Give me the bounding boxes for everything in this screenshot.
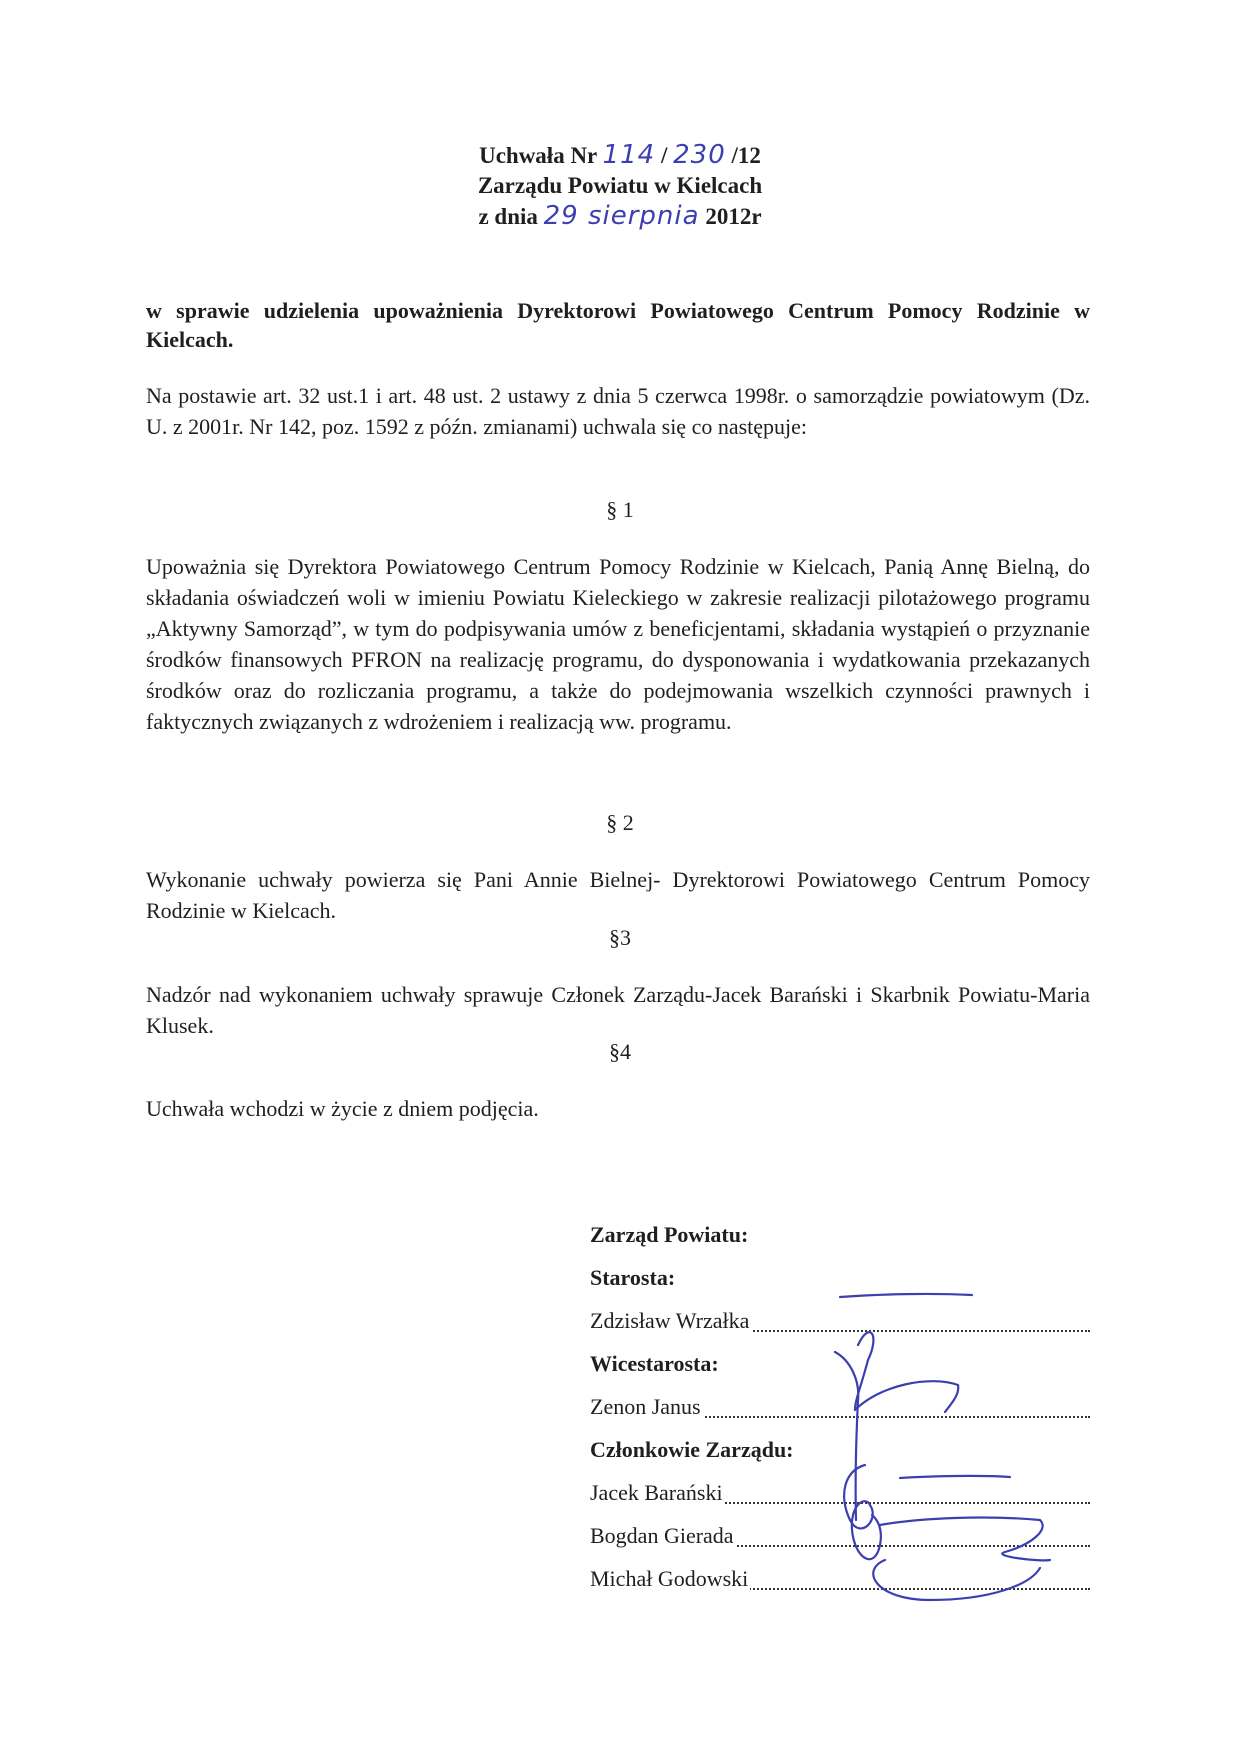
member-name: Michał Godowski bbox=[590, 1566, 749, 1591]
member-row bbox=[590, 1557, 1090, 1600]
wicestarosta-name: Zenon Janus bbox=[590, 1394, 701, 1419]
year-suffix: /12 bbox=[731, 143, 761, 168]
subject: w sprawie udzielenia upoważnienia Dyrektorowi Powiatowego Centrum Pomocy Rodzinie w Kielcach. bbox=[146, 298, 1090, 352]
member-row bbox=[590, 1471, 1090, 1514]
member-row bbox=[590, 1514, 1090, 1557]
wicestarosta-label: Wicestarosta: bbox=[590, 1351, 719, 1376]
signature-block bbox=[590, 1213, 1090, 1600]
wicestarosta-row bbox=[590, 1385, 1090, 1428]
legal-basis: Na postawie art. 32 ust.1 i art. 48 ust. 2 ustawy z dnia 5 czerwca 1998r. o samorządzie powiatowym (Dz. U. z 2001r. Nr 142, poz. 1592 z późn. zmianami) uchwala się co następuje: bbox=[146, 383, 1090, 439]
section-4-text: Uchwała wchodzi w życie z dniem podjęcia. bbox=[146, 1096, 539, 1121]
starosta-name: Zdzisław Wrzałka bbox=[590, 1308, 750, 1333]
section-4-mark: §4 bbox=[609, 1039, 631, 1064]
section-1-text: Upoważnia się Dyrektora Powiatowego Centrum Pomocy Rodzinie w Kielcach, Panią Annę Bielną, do składania oświadczeń woli w imieniu Powiatu Kieleckiego w zakresie realizacji pilotażowego programu „Aktywny Samorząd”, w tym do podpisywania umów z beneficjentami, składania wystąpień o przyznanie środków finansowych PFRON na realizację programu, do dysponowania i wydatkowania przekazanych środków oraz do rozliczania programu, a także do podejmowania wszelkich czynności prawnych i faktycznych związanych z wdrożeniem i realizacją ww. programu. bbox=[146, 554, 1090, 734]
slash: / bbox=[660, 143, 668, 168]
handwritten-number-2: 230 bbox=[673, 140, 726, 170]
members-label: Członkowie Zarządu: bbox=[590, 1437, 794, 1462]
member-name: Bogdan Gierada bbox=[590, 1523, 734, 1548]
member-name: Jacek Barański bbox=[590, 1480, 723, 1505]
starosta-row bbox=[590, 1299, 1090, 1342]
date-line bbox=[0, 201, 1240, 232]
section-1-mark: § 1 bbox=[606, 497, 634, 522]
section-2-text: Wykonanie uchwały powierza się Pani Annie Bielnej- Dyrektorowi Powiatowego Centrum Pomocy Rodzinie w Kielcach. bbox=[146, 867, 1090, 923]
board-name: Zarządu Powiatu w Kielcach bbox=[477, 173, 763, 198]
board-heading: Zarząd Powiatu: bbox=[590, 1222, 749, 1247]
section-3-text: Nadzór nad wykonaniem uchwały sprawuje Członek Zarządu-Jacek Barański i Skarbnik Powiatu-Maria Klusek. bbox=[146, 982, 1090, 1038]
starosta-label: Starosta: bbox=[590, 1265, 676, 1290]
date-suffix: 2012r bbox=[705, 204, 762, 229]
resolution-header bbox=[0, 140, 1240, 232]
handwritten-number-1: 114 bbox=[602, 140, 656, 170]
date-prefix: z dnia bbox=[478, 204, 538, 229]
handwritten-date: 29 sierpnia bbox=[543, 201, 700, 231]
section-3-mark: §3 bbox=[609, 925, 631, 950]
section-2-mark: § 2 bbox=[606, 810, 634, 835]
resolution-number-line bbox=[0, 140, 1240, 171]
title-prefix: Uchwała Nr bbox=[479, 143, 597, 168]
